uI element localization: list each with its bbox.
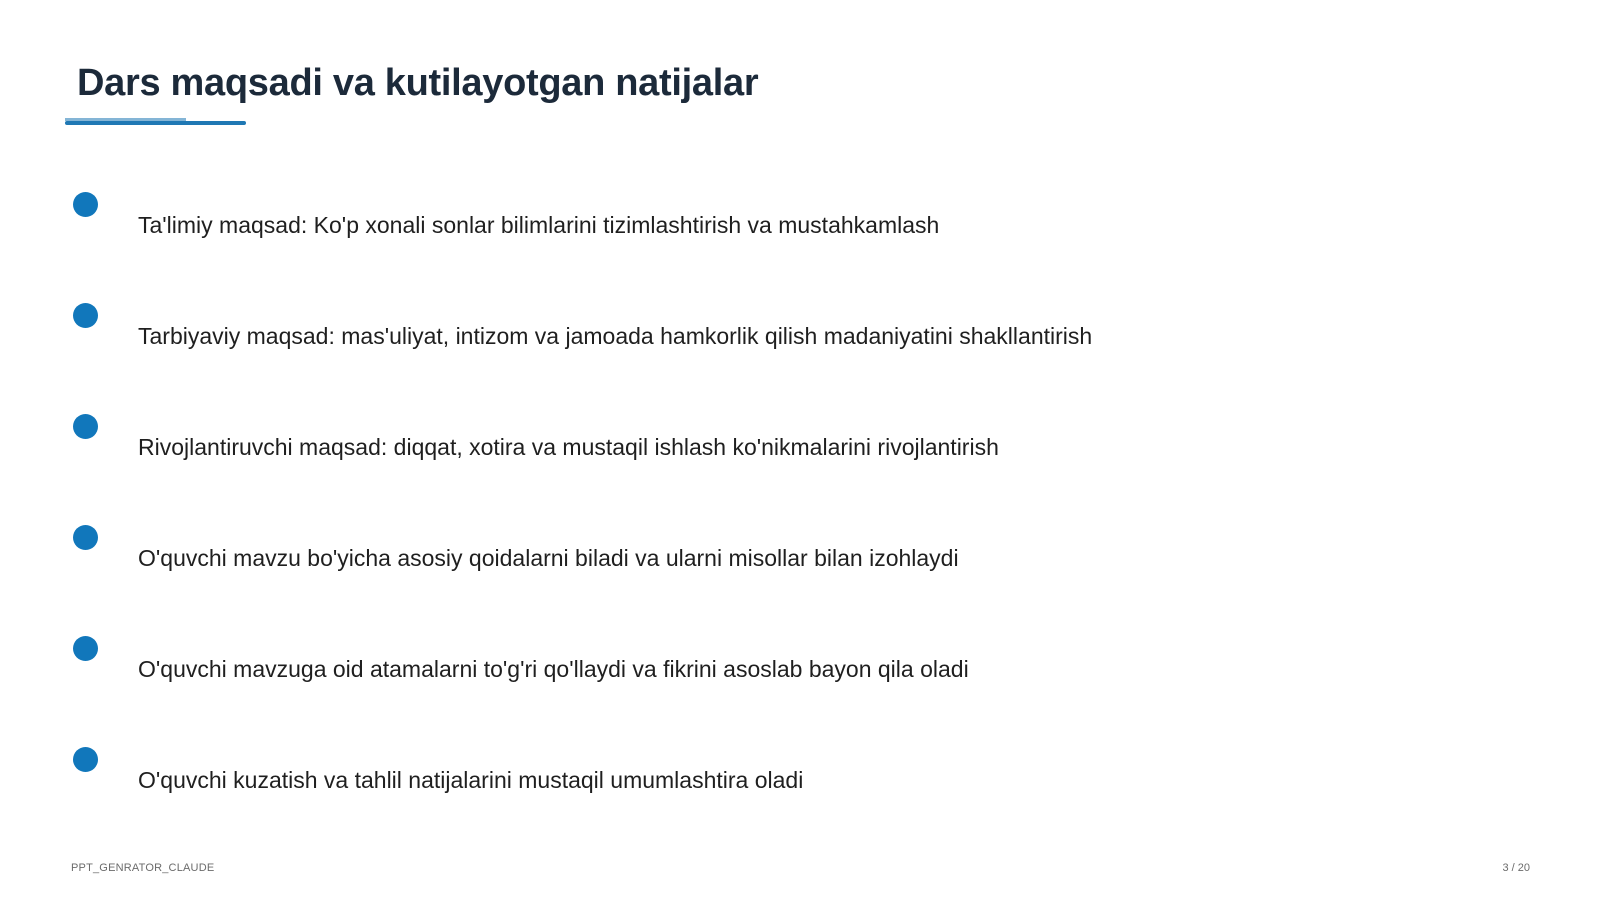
bullet-text: Rivojlantiruvchi maqsad: diqqat, xotira va mustaqil ishlash ko'nikmalarini rivojlantirish xyxy=(138,434,999,460)
page-indicator: 3 / 20 xyxy=(1502,862,1530,874)
bullet-dot-icon xyxy=(73,525,98,550)
footer-label: PPT_GENRATOR_CLAUDE xyxy=(71,862,215,874)
bullet-item xyxy=(73,414,1523,474)
bullet-item xyxy=(73,192,1523,252)
bullet-dot-icon xyxy=(73,636,98,661)
bullet-dot-icon xyxy=(73,747,98,772)
bullet-text: Tarbiyaviy maqsad: mas'uliyat, intizom va jamoada hamkorlik qilish madaniyatini shakllantirish xyxy=(138,323,1093,349)
bullet-item xyxy=(73,747,1523,807)
bullet-dot-icon xyxy=(73,192,98,217)
bullet-dot-icon xyxy=(73,303,98,328)
bullet-text: O'quvchi mavzuga oid atamalarni to'g'ri qo'llaydi va fikrini asoslab bayon qila oladi xyxy=(138,656,969,682)
bullet-item xyxy=(73,303,1523,363)
bullet-text: O'quvchi kuzatish va tahlil natijalarini mustaqil umumlashtira oladi xyxy=(138,767,804,793)
bullet-text: Ta'limiy maqsad: Ko'p xonali sonlar bilimlarini tizimlashtirish va mustahkamlash xyxy=(138,212,940,238)
bullet-text: O'quvchi mavzu bo'yicha asosiy qoidalarni biladi va ularni misollar bilan izohlaydi xyxy=(138,545,959,571)
slide-title: Dars maqsadi va kutilayotgan natijalar xyxy=(77,62,759,104)
bullet-item xyxy=(73,636,1523,696)
bullet-dot-icon xyxy=(73,414,98,439)
bullet-item xyxy=(73,525,1523,585)
